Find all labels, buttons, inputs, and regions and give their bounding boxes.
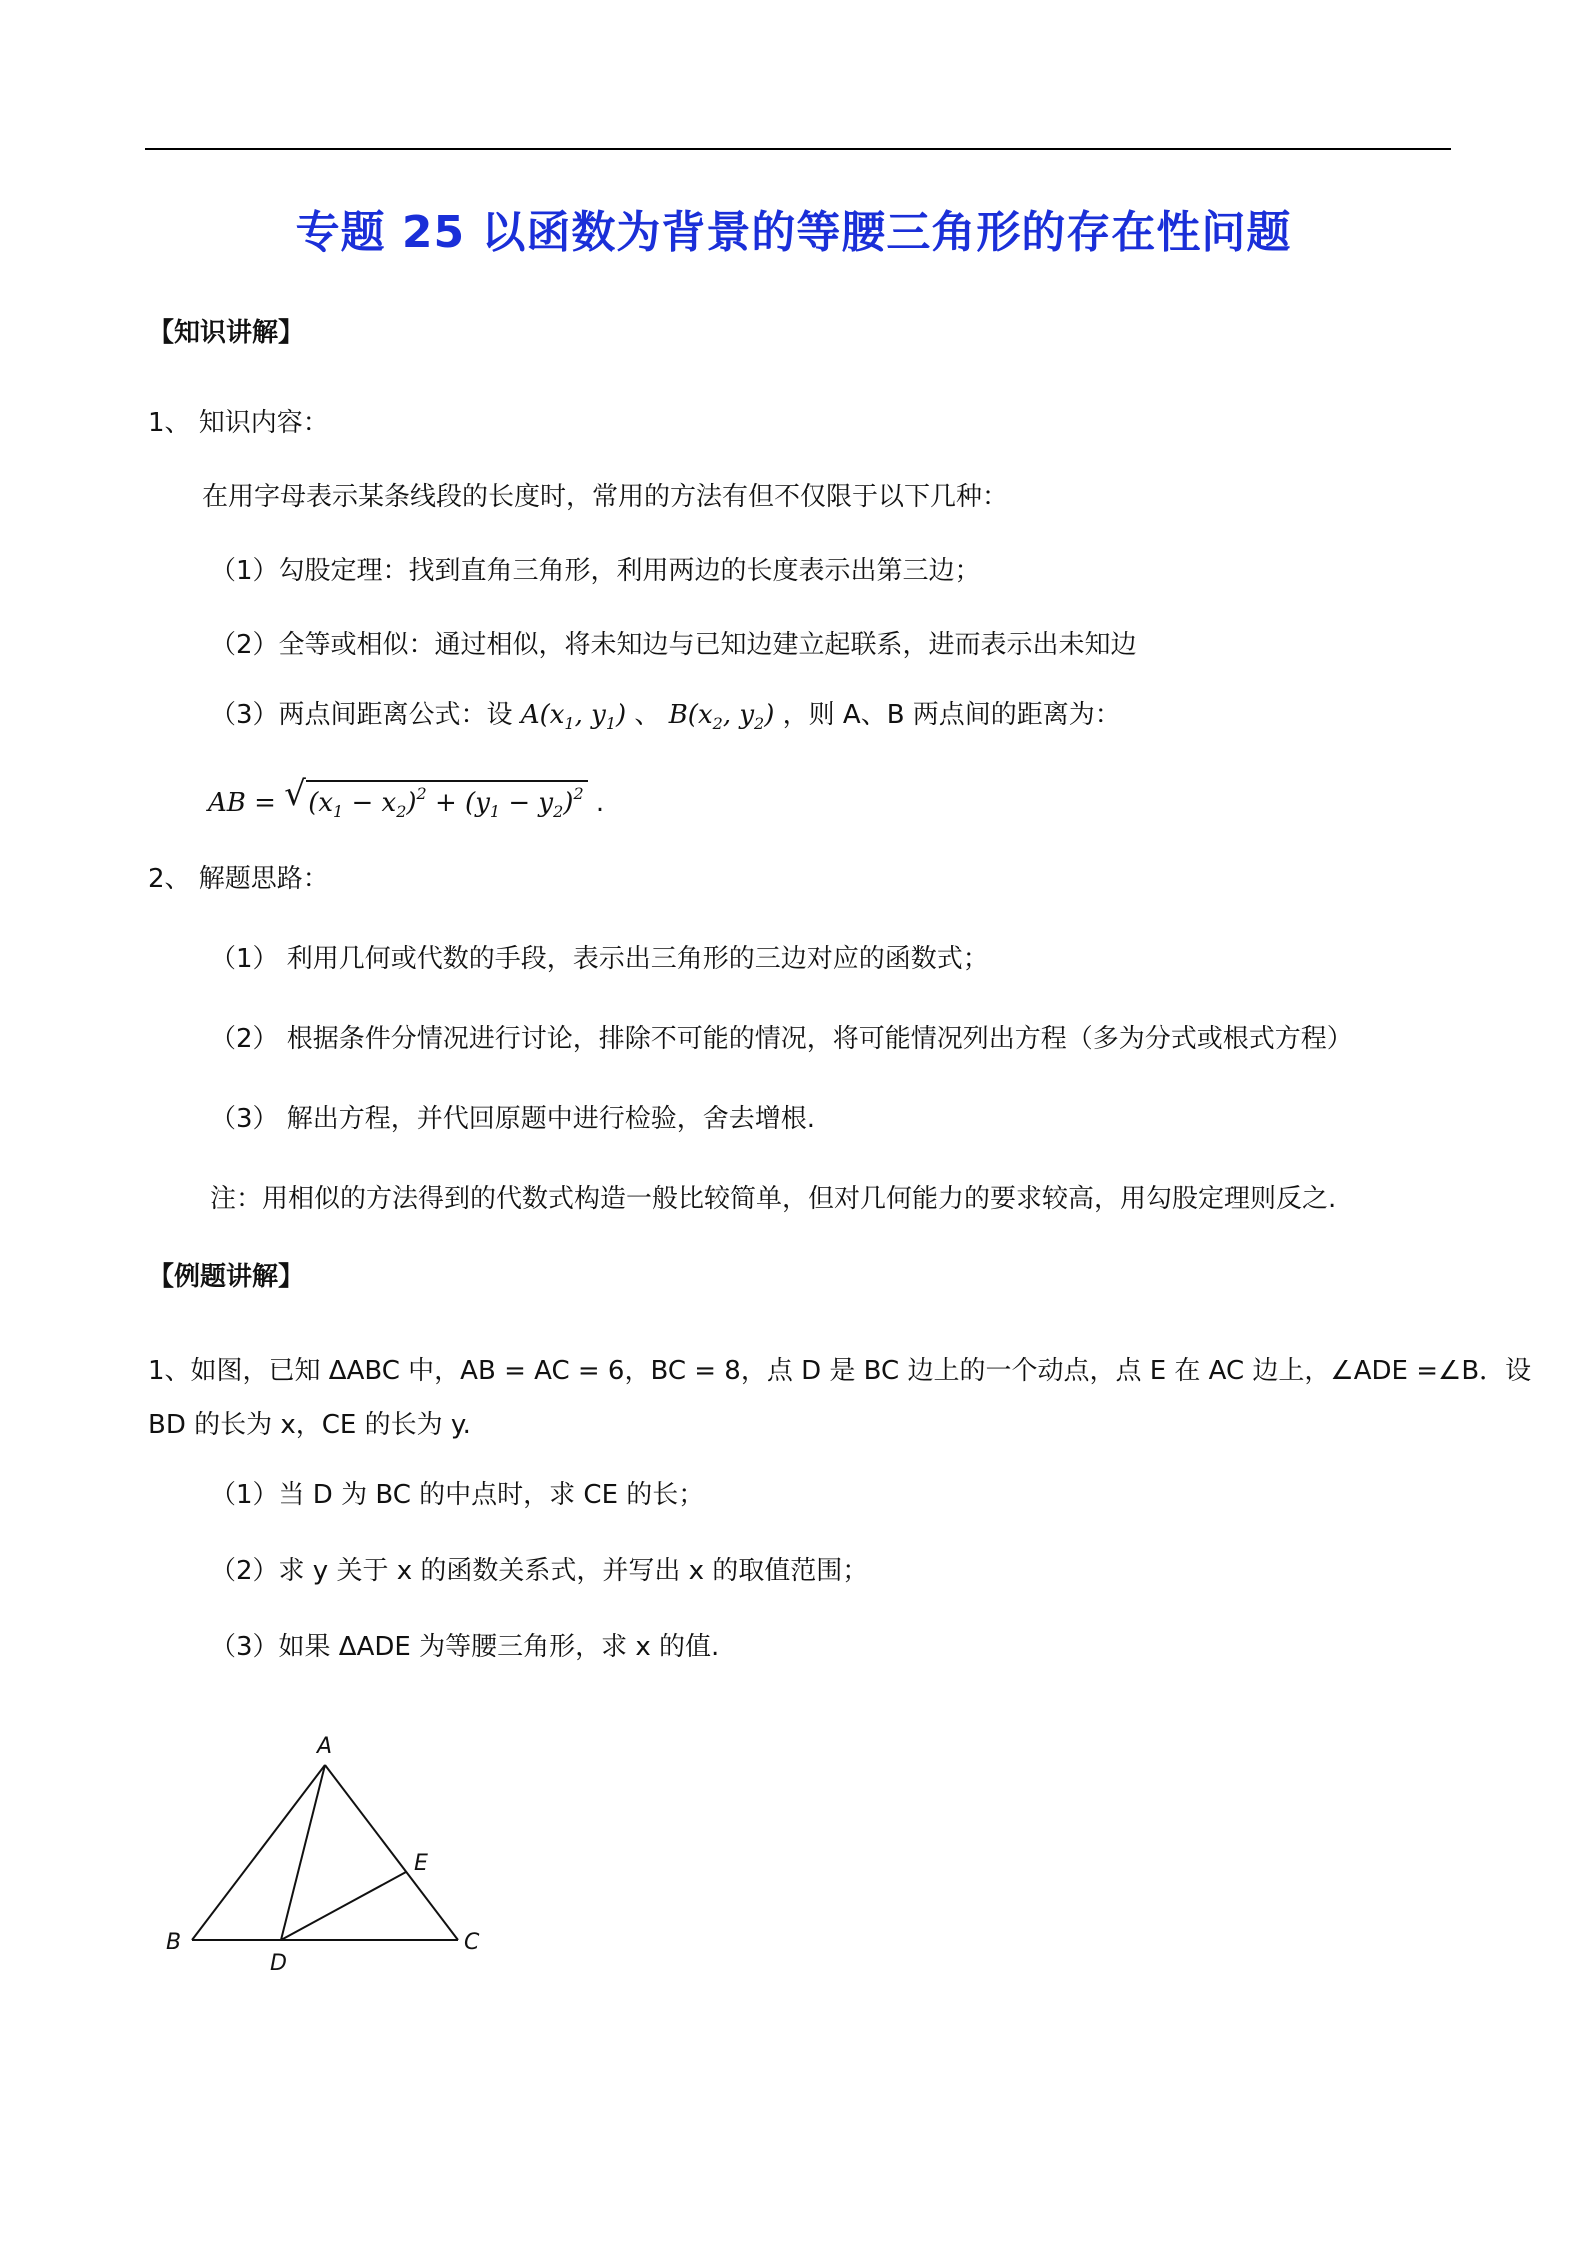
point-b-coords: $B(x_2$, $y_2$) bbox=[668, 700, 775, 733]
note: 注：用相似的方法得到的代数式构造一般比较简单，但对几何能力的要求较高，用勾股定理则反之. bbox=[210, 1184, 1337, 1214]
page-title: 专题 25 以函数为背景的等腰三角形的存在性问题 bbox=[295, 207, 1292, 258]
examples-header: 【例题讲解】 bbox=[148, 1262, 305, 1292]
question-3: （3）如果 ΔADE 为等腰三角形，求 x 的值. bbox=[210, 1632, 720, 1662]
item1-intro: 在用字母表示某条线段的长度时，常用的方法有但不仅限于以下几种： bbox=[202, 482, 1009, 512]
question-2: （2）求 y 关于 x 的函数关系式，并写出 x 的取值范围； bbox=[210, 1556, 869, 1586]
problem-1-line-1: 1、如图，已知 ΔABC 中，AB = AC = 6，BC = 8，点 D 是 BC 边上的一个动点，点 E 在 AC 边上，∠ADE =∠B．设 bbox=[148, 1356, 1532, 1386]
formula-sqrt: √ $(x_1 - x_2)^2 + (y_1 - y_2)^2$ bbox=[284, 780, 587, 821]
header-rule bbox=[145, 148, 1451, 150]
method-3 bbox=[210, 700, 1121, 733]
knowledge-header: 【知识讲解】 bbox=[148, 318, 305, 348]
method-3-suffix: ，则 A、B 两点间的距离为： bbox=[782, 700, 1121, 730]
step-2: （2） 根据条件分情况进行讨论，排除不可能的情况，将可能情况列出方程（多为分式或根式方程） bbox=[210, 1024, 1353, 1054]
point-a-coords: $A(x_1$, $y_1$) bbox=[520, 700, 627, 733]
side-ac bbox=[325, 1765, 458, 1940]
method-3-prefix: （3）两点间距离公式：设 bbox=[210, 700, 513, 730]
side-ab bbox=[192, 1765, 325, 1940]
method-2: （2）全等或相似：通过相似，将未知边与已知边建立起联系，进而表示出未知边 bbox=[210, 630, 1137, 660]
label-a: A bbox=[317, 1734, 333, 1759]
step-1: （1） 利用几何或代数的手段，表示出三角形的三边对应的函数式； bbox=[210, 944, 989, 974]
method-3-separator: 、 bbox=[634, 700, 661, 730]
label-e: E bbox=[414, 1851, 428, 1876]
distance-formula: AB = √ $(x_1 - x_2)^2 + (y_1 - y_2)^2$ . bbox=[208, 774, 605, 821]
method-1: （1）勾股定理：找到直角三角形，利用两边的长度表示出第三边； bbox=[210, 556, 981, 586]
formula-lhs: AB bbox=[208, 788, 246, 818]
segment-de bbox=[281, 1872, 406, 1940]
label-c: C bbox=[464, 1930, 480, 1955]
item1-label: 1、 知识内容： bbox=[148, 408, 329, 438]
label-d: D bbox=[270, 1951, 287, 1976]
label-b: B bbox=[166, 1930, 182, 1955]
question-1: （1）当 D 为 BC 的中点时，求 CE 的长； bbox=[210, 1480, 705, 1510]
problem-1-line-2: BD 的长为 x，CE 的长为 y. bbox=[148, 1410, 471, 1440]
triangle-figure bbox=[150, 1725, 500, 1990]
segment-ad bbox=[281, 1765, 325, 1940]
formula-end: . bbox=[595, 788, 605, 818]
item2-label: 2、 解题思路： bbox=[148, 864, 329, 894]
step-3: （3） 解出方程，并代回原题中进行检验，舍去增根. bbox=[210, 1104, 816, 1134]
